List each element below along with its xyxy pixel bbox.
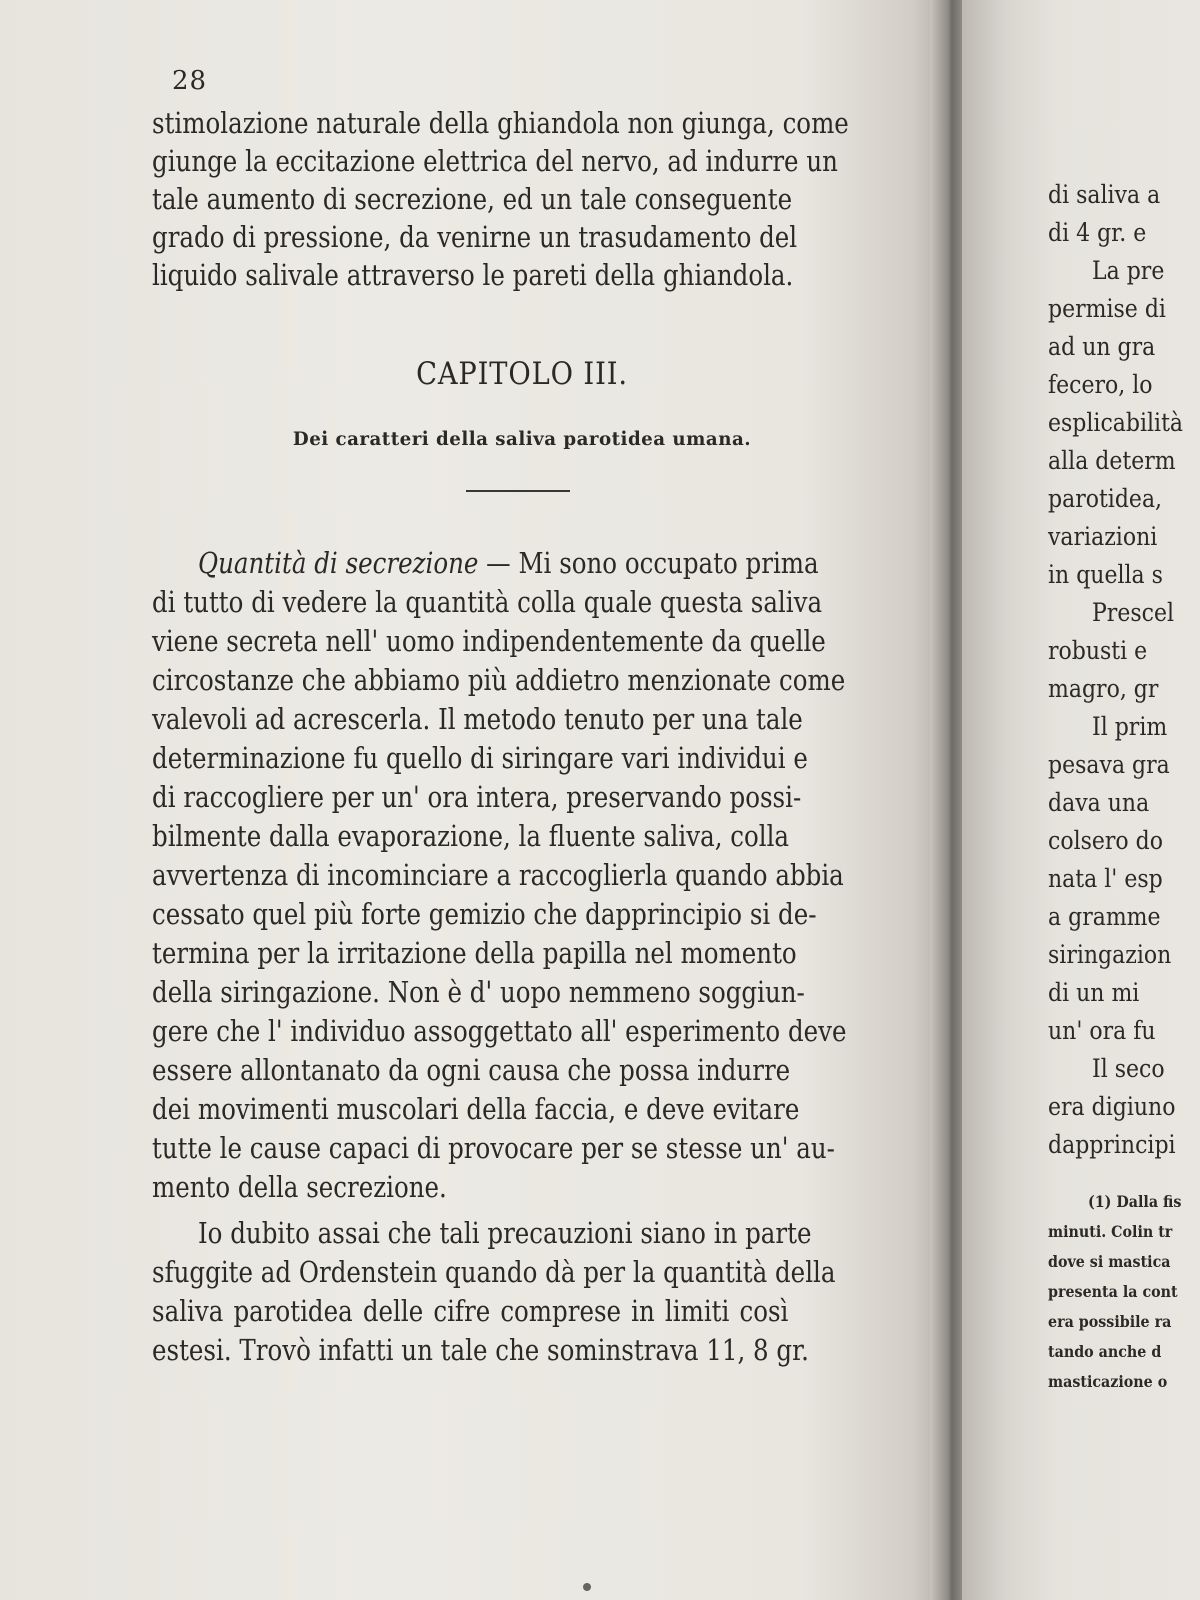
text-line: di 4 gr. e [1048, 218, 1147, 247]
text-line: in quella s [1048, 560, 1163, 589]
text-line: robusti e [1048, 636, 1148, 665]
text-line: siringazion [1048, 940, 1172, 969]
text-line: variazioni [1048, 522, 1158, 551]
text-line: ad un gra [1048, 332, 1156, 361]
text-line: nata l' esp [1048, 864, 1163, 893]
paragraph-heading: Quantità di secrezione [198, 547, 479, 580]
text-line: La pre [1092, 256, 1165, 285]
footnote-line: minuti. Colin tr [1048, 1222, 1173, 1241]
text-line: dapprincipi [1048, 1130, 1176, 1159]
text-line: Il prim [1092, 712, 1168, 741]
text-line: avvertenza di incominciare a raccoglierla quando abbia [152, 859, 844, 892]
chapter-subtitle: Dei caratteri della saliva parotidea umana. [292, 428, 752, 450]
text-line: gere che l' individuo assoggettato all' esperimento deve [152, 1015, 847, 1048]
text-line: sfuggite ad Ordenstein quando dà per la quantità della [152, 1256, 836, 1289]
text-line-first [198, 544, 819, 584]
text-line: di raccogliere per un' ora intera, preservando possi- [152, 781, 802, 814]
text-line: Prescel [1092, 598, 1175, 627]
section-divider [466, 490, 570, 492]
right-page [962, 0, 1200, 1600]
text-line: liquido salivale attraverso le pareti della ghiandola. [152, 259, 794, 292]
text-line: alla determ [1048, 446, 1176, 475]
text-line: determinazione fu quello di siringare vari individui e [152, 742, 808, 775]
text-line: giunge la eccitazione elettrica del nervo, ad indurre un [152, 145, 838, 178]
footnote-line: era possibile ra [1048, 1312, 1172, 1331]
text-line: termina per la irritazione della papilla nel momento [152, 937, 797, 970]
text-line: a gramme [1048, 902, 1161, 931]
chapter-title: CAPITOLO III. [416, 356, 628, 392]
footnote-line: tando anche d [1048, 1342, 1162, 1361]
text-line: permise di [1048, 294, 1166, 323]
text-line: esplicabilità [1048, 408, 1184, 437]
text-line: viene secreta nell' uomo indipendentemente da quelle [152, 625, 826, 658]
text-line: Io dubito assai che tali precauzioni siano in parte [198, 1217, 812, 1250]
text-line-rest: — Mi sono occupato prima [478, 547, 819, 580]
text-line: stimolazione naturale della ghiandola non giunga, come [152, 107, 849, 140]
text-line: dei movimenti muscolari della faccia, e deve evitare [152, 1093, 800, 1126]
text-line: saliva parotidea delle cifre comprese in limiti così [152, 1295, 789, 1328]
text-line: mento della secrezione. [152, 1171, 447, 1204]
text-line: Il seco [1092, 1054, 1165, 1083]
text-line: tale aumento di secrezione, ed un tale conseguente [152, 183, 793, 216]
text-line: un' ora fu [1048, 1016, 1156, 1045]
text-line: essere allontanato da ogni causa che possa indurre [152, 1054, 791, 1087]
text-line: cessato quel più forte gemizio che dapprincipio si de- [152, 898, 817, 931]
text-line: di saliva a [1048, 180, 1161, 209]
footnote-line: masticazione o [1048, 1372, 1168, 1391]
text-line: grado di pressione, da venirne un trasudamento del [152, 221, 798, 254]
text-line: colsero do [1048, 826, 1164, 855]
text-line: fecero, lo [1048, 370, 1153, 399]
text-line: magro, gr [1048, 674, 1159, 703]
text-line: parotidea, [1048, 484, 1163, 513]
footnote-line: (1) Dalla fis [1088, 1192, 1182, 1211]
text-line: tutte le cause capaci di provocare per se stesse un' au- [152, 1132, 835, 1165]
text-line: valevoli ad acrescerla. Il metodo tenuto per una tale [152, 703, 803, 736]
text-line: di tutto di vedere la quantità colla quale questa saliva [152, 586, 823, 619]
footnote-line: presenta la cont [1048, 1282, 1178, 1301]
text-line: circostanze che abbiamo più addietro menzionate come [152, 664, 846, 697]
text-line: di un mi [1048, 978, 1140, 1007]
page-number: 28 [172, 66, 208, 96]
text-line: estesi. Trovò infatti un tale che sominstrava 11, 8 gr. [152, 1334, 809, 1367]
footnote-line: dove si mastica [1048, 1252, 1171, 1271]
text-line: della siringazione. Non è d' uopo nemmeno soggiun- [152, 976, 805, 1009]
text-line: dava una [1048, 788, 1150, 817]
ink-speck [583, 1583, 591, 1591]
text-line: era digiuno [1048, 1092, 1176, 1121]
text-line: pesava gra [1048, 750, 1170, 779]
text-line: bilmente dalla evaporazione, la fluente saliva, colla [152, 820, 790, 853]
